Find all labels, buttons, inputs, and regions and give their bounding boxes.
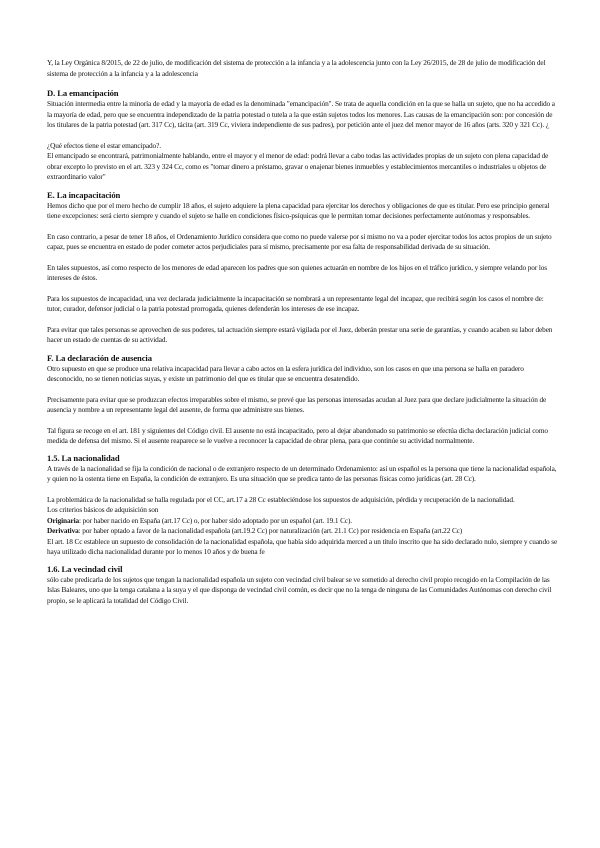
ausencia-paragraph-2: Precisamente para evitar que se produzcan efectos irreparables sobre el mismo, se prevé que las personas interesadas acudan al Juez para que declare judicialmente la situación de ausencia y nombre a un representante legal del ausente, de forma que administre sus bienes. (47, 394, 547, 414)
nacionalidad-paragraph-4: El art. 18 Cc establece un supuesto de consolidación de la nacionalidad española, que había sido adquirida merced a un título inscrito que ha sido declarado nulo, siempre y cuando se haya utilizado dicha nacionalidad durante por lo menos 10 años y de buena fe (47, 536, 558, 556)
emancipacion-paragraph-1: Situación intermedia entre la minoría de edad y la mayoría de edad es la denominada "emancipación". Se trata de aquella condición en la que se halla un sujeto, que no ha accedido a la mayoría de edad, pero que se encuentra independizado de la patria potestad o tutela a la que están sujetos todos los menores. Las causas de la emancipación son: por concesión de los titulares de la patria potestad (art. 317 Cc), tácita (art. 319 Cc, viviera independiente de sus padres), por petición ante el juez del menor mayor de 16 años (arts. 320 y 321 Cc). ¿ (47, 99, 555, 129)
nacionalidad-paragraph-1: A través de la nacionalidad se fija la condición de nacional o de extranjero respecto de un determinado Ordenamiento: así un español es la persona que tiene la nacionalidad española, y quien no la ostenta tiene en España, la condición de extranjero. Es una situación que se predica tanto de las personas físicas como jurídicas (art. 28 Cc). (47, 463, 557, 483)
section-heading-nacionalidad: 1.5. La nacionalidad (47, 452, 120, 463)
intro-paragraph: Y, la Ley Orgánica 8/2015, de 22 de julio, de modificación del sistema de protección a la infancia y a la adolescencia junto con la Ley 26/2015, de 28 de julio de modificación del sistema de protección a la infancia y a la adolescencia (47, 58, 546, 78)
nacionalidad-paragraph-2: La problemática de la nacionalidad se halla regulada por el CC, art.17 a 28 Cc estableciéndose los supuestos de adquisición, pérdida y recuperación de la nacionalidad. (47, 494, 515, 504)
nacionalidad-derivativa (47, 526, 559, 537)
emancipacion-paragraph-2: El emancipado se encontrará, patrimonialmente hablando, entre el mayor y el menor de edad: podrá llevar a cabo todas las actividades propias de un sujeto con plena capacidad de obrar excepto lo previsto en el art. 323 y 324 Cc, como es "tomar dinero a préstamo, gravar o enajenar bienes inmuebles y establecimientos mercantiles o industriales u objetos de extraordinario valor" (47, 151, 549, 181)
incapacitacion-paragraph-1: Hemos dicho que por el mero hecho de cumplir 18 años, el sujeto adquiere la plena capacidad para ejercitar los derechos y obligaciones de que es titular. Pero ese principio general tiene excepciones: será cierto siempre y cuando el sujeto se halle en condiciones físico-psíquicas que le permitan tomar decisiones perfectamente autónomas y responsables. (47, 200, 550, 220)
nacionalidad-originaria (47, 516, 559, 527)
section-heading-incapacitacion: E. La incapacitación (47, 189, 121, 200)
emancipacion-question: ¿Qué efectos tiene el estar emancipado?. (47, 140, 161, 150)
originaria-label: Originaria (47, 515, 80, 525)
section-heading-emancipacion: D. La emancipación (47, 88, 119, 98)
derivativa-label: Derivativa (47, 526, 79, 535)
originaria-text: : por haber nacido en España (art.17 Cc) o, por haber sido adoptado por un español (art. 19.1 Cc). (79, 515, 352, 525)
ausencia-paragraph-3: Tal figura se recoge en el art. 181 y siguientes del Código civil. El ausente no está incapacitado, pero al dejar abandonado su patrimonio se efectúa dicha declaración judicial como medida de defensa del mismo. Si el ausente reaparece se le vuelve a reconocer la capacidad de obrar plena, para que continúe su actividad normalmente. (47, 425, 548, 445)
incapacitacion-paragraph-2: En caso contrario, a pesar de tener 18 años, el Ordenamiento Jurídico considera que como no puede valerse por sí mismo no va a poder ejercitar todos los actos propios de un sujeto capaz, pues se encuentra en estado de poder cometer actos perjudiciales para sí mismo, precisamente por esa falta de responsabilidad derivada de su situación. (47, 231, 552, 251)
nacionalidad-criterios: Los criterios básicos de adquisición son (47, 505, 159, 514)
ausencia-paragraph-1: Otro supuesto en que se produce una relativa incapacidad para llevar a cabo actos en la esfera jurídica del individuo, son los casos en que una persona se halla en paradero desconocido, no se tienen noticias suyas, y existe un patrimonio del que es titular que se encuentra desatendido. (47, 363, 524, 383)
incapacitacion-paragraph-5: Para evitar que tales personas se aprovechen de sus poderes, tal actuación siempre estará vigilada por el Juez, deberán prestar una serie de garantías, y cuando acaben su labor deben hacer un estado de cuentas de su actividad. (47, 324, 553, 344)
document-page (47, 58, 559, 616)
section-heading-ausencia: F. La declaración de ausencia (47, 352, 152, 363)
derivativa-text: : por haber optado a favor de la nacionalidad española (art.19.2 Cc) por naturalización (art. 21.1 Cc) por residencia en España (art.22 Cc) (78, 526, 463, 535)
vecindad-paragraph-1: sólo cabe predicarla de los sujetos que tengan la nacionalidad española un sujeto con vecindad civil balear se ve sometido al derecho civil propio recogido en la Compilación de las Islas Baleares, uno que la tenga catalana a la suya y el que disponga de vecindad civil común, es decir que no la tenga de ninguna de las Comunidades Autónomas con derecho civil propio, se le aplicará la totalidad del Código Civil. (47, 574, 552, 605)
incapacitacion-paragraph-4: Para los supuestos de incapacidad, una vez declarada judicialmente la incapacitación se nombrará a un representante legal del incapaz, que recibirá según los casos el nombre de: tutor, curador, defensor judicial o la patria potestad prorrogada, quienes defenderán los intereses de ese incapaz. (47, 293, 544, 313)
incapacitacion-paragraph-3: En tales supuestos, así como respecto de los menores de edad aparecen los padres que son quienes actuarán en nombre de los hijos en el tráfico jurídico, y siempre velando por los intereses de éstos. (47, 262, 548, 282)
section-heading-vecindad: 1.6. La vecindad civil (47, 563, 123, 574)
